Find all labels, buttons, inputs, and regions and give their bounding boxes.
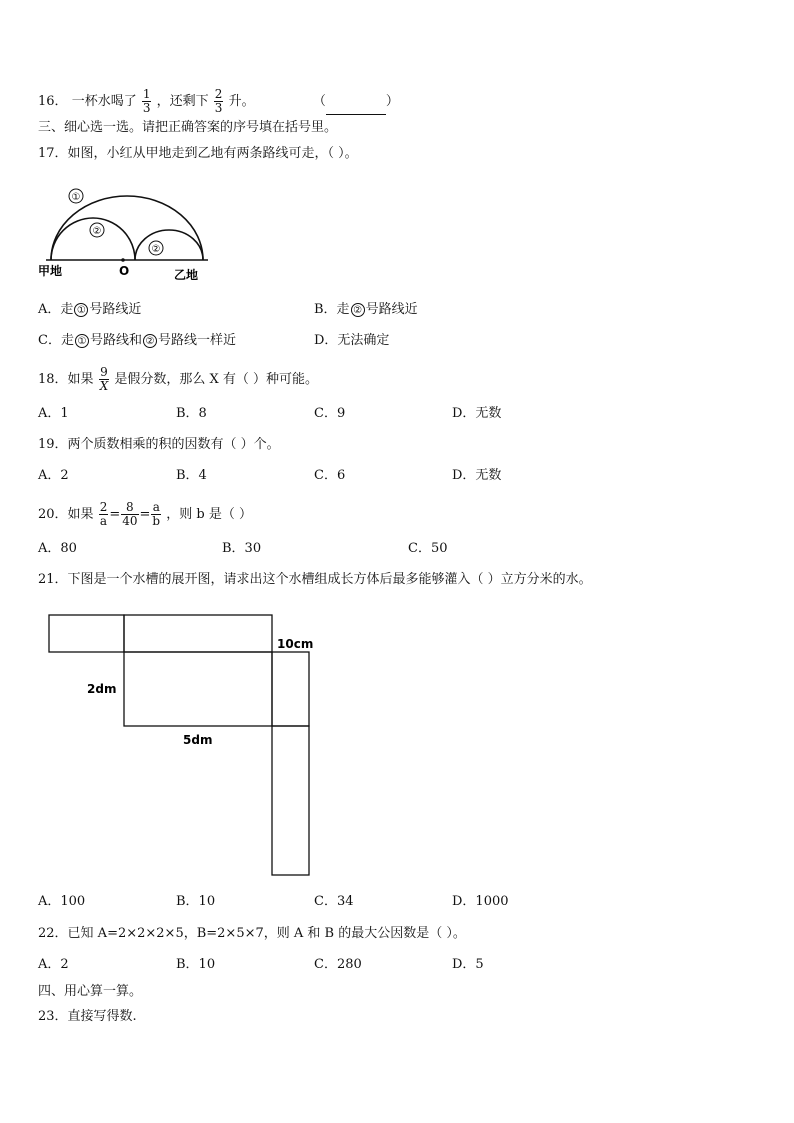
q21-option-c[interactable]: C．34 <box>314 894 354 909</box>
route-2-label-right <box>149 241 163 255</box>
option-text: 号路线近 <box>89 302 142 317</box>
option-text: C．走 <box>38 333 74 348</box>
q19-option-b[interactable]: B．4 <box>176 468 207 483</box>
end-label: 乙地 <box>174 268 199 282</box>
fraction-a-over-b <box>151 501 161 528</box>
section-4-heading: 四、用心算一算。 <box>38 984 143 999</box>
center-label: O <box>119 264 130 278</box>
q20-option-b[interactable]: B．30 <box>222 541 262 556</box>
q21-option-a[interactable]: A．100 <box>38 894 86 909</box>
stem-text: 是假分数，那么 X 有（ ）种可能。 <box>114 372 319 387</box>
route-2-symbol: ② <box>143 334 157 348</box>
stem-text: 20．如果 <box>38 507 94 522</box>
q17-option-d[interactable]: D．无法确定 <box>314 333 390 348</box>
svg-text:①: ① <box>71 192 81 203</box>
fraction-numerator: 2 <box>214 87 223 101</box>
q22-option-b[interactable]: B．10 <box>176 957 216 972</box>
question-23-stem: 23．直接写得数. <box>38 1009 137 1024</box>
q20-option-c[interactable]: C．50 <box>408 541 448 556</box>
label-10cm: 10cm <box>277 637 314 651</box>
q17-option-b[interactable] <box>314 302 418 318</box>
question-16-number: 16． <box>38 94 68 109</box>
option-text: A．走 <box>38 302 74 317</box>
fraction-denominator: 3 <box>142 101 151 115</box>
q19-option-c[interactable]: C．6 <box>314 468 346 483</box>
answer-blank[interactable] <box>326 102 386 115</box>
q21-option-d[interactable]: D．1000 <box>452 894 509 909</box>
fraction-denominator: a <box>99 514 108 528</box>
q22-option-d[interactable]: D．5 <box>452 957 484 972</box>
question-18-stem <box>38 366 318 393</box>
route-1-symbol: ① <box>75 334 89 348</box>
answer-paren-close: ） <box>385 94 399 109</box>
fraction-numerator: 1 <box>142 87 151 101</box>
option-text: B．走 <box>314 302 350 317</box>
option-text: 号路线近 <box>365 302 418 317</box>
fraction-two-thirds <box>214 88 224 115</box>
q20-option-a[interactable]: A．80 <box>38 541 77 556</box>
fraction-8-over-40 <box>121 501 138 528</box>
question-22-stem: 22．已知 A=2×2×2×5，B=2×5×7，则 A 和 B 的最大公因数是（ ）。 <box>38 926 466 941</box>
start-label: 甲地 <box>38 264 63 278</box>
question-19-stem: 19．两个质数相乘的积的因数有（ ）个。 <box>38 437 280 452</box>
route-1-symbol: ① <box>74 303 88 317</box>
q22-option-a[interactable]: A．2 <box>38 957 69 972</box>
route-2-label-left <box>90 223 104 237</box>
equals-sign: = <box>109 507 121 522</box>
tank-net-figure <box>40 606 340 882</box>
net-face-right <box>272 652 309 726</box>
svg-text:②: ② <box>92 226 102 237</box>
route-2-right-arc <box>135 230 203 260</box>
net-face-top <box>124 615 272 652</box>
svg-text:②: ② <box>151 244 161 255</box>
route-1-arc <box>51 196 203 260</box>
option-text: 号路线一样近 <box>157 333 236 348</box>
q18-option-a[interactable]: A．1 <box>38 406 69 421</box>
fraction-numerator: 8 <box>121 501 138 515</box>
fraction-numerator: a <box>152 500 160 514</box>
section-3-heading: 三、细心选一选。请把正确答案的序号填在括号里。 <box>38 120 338 135</box>
q21-option-b[interactable]: B．10 <box>176 894 216 909</box>
q18-option-b[interactable]: B．8 <box>176 406 207 421</box>
question-16-text-a: 一杯水喝了 <box>71 94 137 109</box>
fraction-2-over-a <box>99 501 109 528</box>
route-2-symbol: ② <box>351 303 365 317</box>
question-17-stem: 17．如图，小红从甲地走到乙地有两条路线可走，（ ）。 <box>38 146 358 161</box>
q18-option-c[interactable]: C．9 <box>314 406 346 421</box>
answer-paren-open: （ <box>312 94 326 109</box>
stem-text: 18．如果 <box>38 372 94 387</box>
fraction-denominator: 40 <box>122 514 138 528</box>
fraction-denominator: b <box>152 514 161 528</box>
q18-option-d[interactable]: D．无数 <box>452 406 502 421</box>
label-5dm: 5dm <box>183 733 213 747</box>
center-point <box>121 258 125 262</box>
fraction-denominator: 3 <box>214 101 223 115</box>
fraction-one-third <box>142 88 152 115</box>
question-20-stem <box>38 501 252 528</box>
q22-option-c[interactable]: C．280 <box>314 957 362 972</box>
q19-option-a[interactable]: A．2 <box>38 468 69 483</box>
question-16-text-b: ，还剩下 <box>156 94 209 109</box>
equals-sign: = <box>139 507 151 522</box>
label-2dm: 2dm <box>87 682 117 696</box>
route-1-label <box>69 189 83 203</box>
net-face-lower-right <box>272 726 309 875</box>
net-face-top-left <box>49 615 124 652</box>
q17-option-a[interactable] <box>38 302 141 318</box>
fraction-numerator: 2 <box>99 500 108 514</box>
fraction-denominator: X <box>99 379 109 393</box>
fraction-9-over-x <box>99 366 110 393</box>
stem-text: ，则 b 是（ ） <box>166 507 252 522</box>
fraction-numerator: 9 <box>100 365 108 379</box>
question-16 <box>38 88 399 115</box>
q17-option-c[interactable] <box>38 333 236 349</box>
question-21-stem: 21．下图是一个水槽的展开图，请求出这个水槽组成长方体后最多能够灌入（ ）立方分米的水。 <box>38 572 592 587</box>
q19-option-d[interactable]: D．无数 <box>452 468 502 483</box>
route-figure <box>36 182 226 282</box>
net-face-bottom <box>124 652 272 726</box>
option-text: 号路线和 <box>89 333 142 348</box>
question-16-text-c: 升。 <box>228 94 255 109</box>
